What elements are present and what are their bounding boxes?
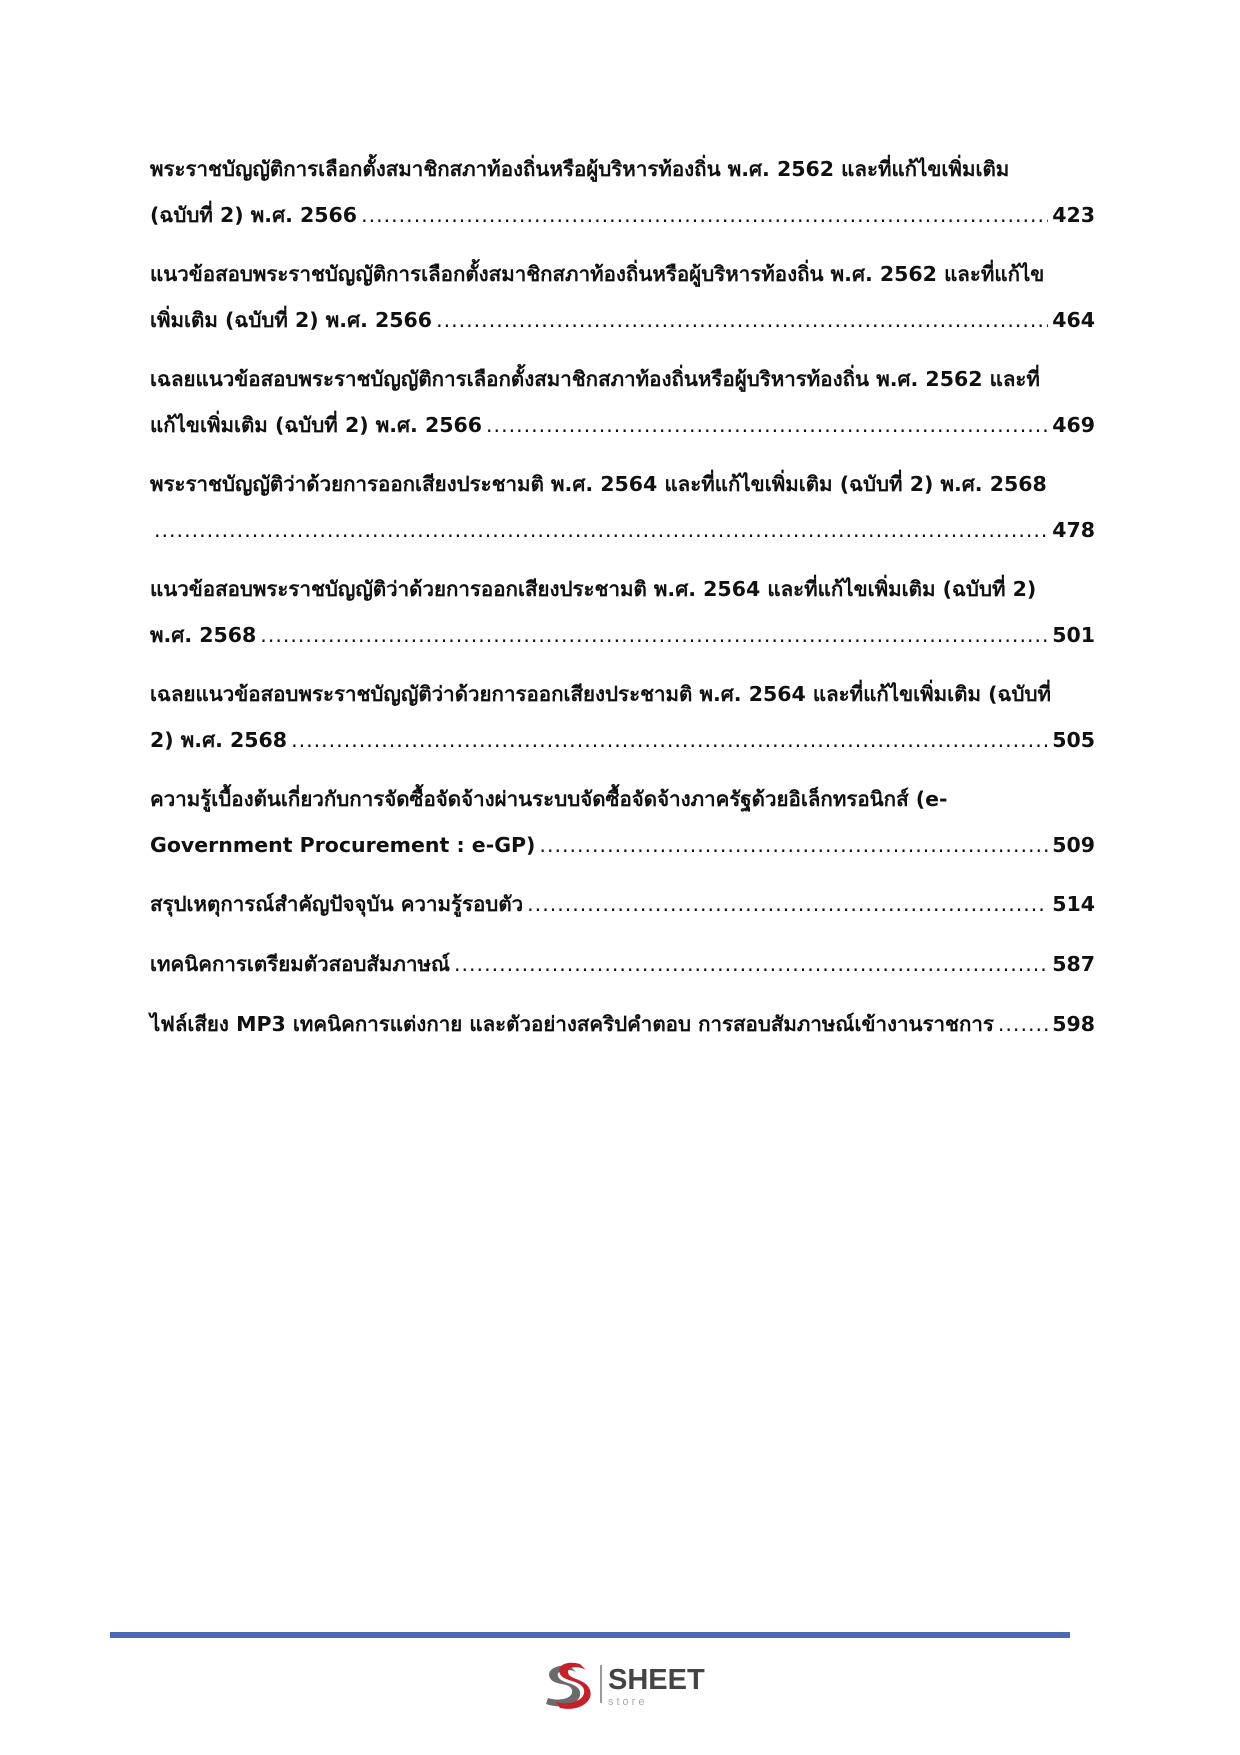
toc-page-number: 505 — [1052, 728, 1095, 752]
toc-entry-title: แนวข้อสอบพระราชบัญญัติว่าด้วยการออกเสียงประชามติ พ.ศ. 2564 และที่แก้ไขเพิ่มเติม (ฉบับที่ 2) — [150, 577, 1037, 601]
toc-entry-line — [150, 192, 1095, 238]
toc-entry-line — [150, 822, 1095, 868]
toc-entry-title: พระราชบัญญัติว่าด้วยการออกเสียงประชามติ พ.ศ. 2564 และที่แก้ไขเพิ่มเติม (ฉบับที่ 2) พ.ศ. 2568 — [150, 472, 1047, 496]
toc-entry[interactable] — [150, 881, 1095, 927]
toc-entry[interactable] — [150, 776, 1095, 868]
dot-leader — [291, 717, 1048, 763]
toc-entry-title-cont: แก้ไขเพิ่มเติม (ฉบับที่ 2) พ.ศ. 2566 — [150, 413, 483, 437]
toc-entry[interactable] — [150, 566, 1095, 658]
dot-leader — [539, 822, 1048, 868]
toc-page-number: 514 — [1052, 892, 1095, 916]
toc-entry-title-cont: Government Procurement : e-GP) — [150, 833, 536, 857]
toc-entry-title-cont: 2) พ.ศ. 2568 — [150, 728, 288, 752]
toc-entry-title: ความรู้เบื้องต้นเกี่ยวกับการจัดซื้อจัดจ้างผ่านระบบจัดซื้อจัดจ้างภาครัฐด้วยอิเล็กทรอนิกส์ (e- — [150, 787, 948, 811]
toc-entry[interactable] — [150, 1001, 1095, 1047]
toc-entry-title: เฉลยแนวข้อสอบพระราชบัญญัติการเลือกตั้งสมาชิกสภาท้องถิ่นหรือผู้บริหารท้องถิ่น พ.ศ. 2562 และที่ — [150, 367, 1040, 391]
sheet-store-logo — [540, 1660, 710, 1710]
toc-page-number: 501 — [1052, 623, 1095, 647]
toc-entry[interactable] — [150, 461, 1095, 553]
toc-entry-title: แนวข้อสอบพระราชบัญญัติการเลือกตั้งสมาชิกสภาท้องถิ่นหรือผู้บริหารท้องถิ่น พ.ศ. 2562 และที่แก้ไข — [150, 262, 1045, 286]
dot-leader — [486, 402, 1048, 448]
toc-entry-title: พระราชบัญญัติการเลือกตั้งสมาชิกสภาท้องถิ่นหรือผู้บริหารท้องถิ่น พ.ศ. 2562 และที่แก้ไขเพิ่มเติม — [150, 157, 1010, 181]
toc-entry-title: สรุปเหตุการณ์สำคัญปัจจุบัน ความรู้รอบตัว — [150, 892, 524, 916]
toc-page-number: 478 — [1052, 518, 1095, 542]
toc-page-number: 587 — [1052, 952, 1095, 976]
dot-leader — [260, 612, 1048, 658]
footer-rule — [110, 1632, 1070, 1638]
toc-entry[interactable] — [150, 356, 1095, 448]
toc-entry[interactable] — [150, 671, 1095, 763]
sheet-store-logo-mark-icon — [540, 1660, 596, 1710]
toc-entry-line — [150, 612, 1095, 658]
toc-entry-line — [150, 717, 1095, 763]
toc-entry-line — [150, 1001, 1095, 1047]
toc-entry-line — [150, 881, 1095, 927]
toc-page-number: 469 — [1052, 413, 1095, 437]
toc-page-number: 598 — [1052, 1012, 1095, 1036]
toc-entry-title-cont: พ.ศ. 2568 — [150, 623, 257, 647]
dot-leader — [527, 881, 1048, 927]
toc-page-number: 509 — [1052, 833, 1095, 857]
brand-sub: store — [608, 1696, 648, 1708]
dot-leader — [998, 1001, 1048, 1047]
toc-entry[interactable] — [150, 146, 1095, 238]
toc-entry-title: เฉลยแนวข้อสอบพระราชบัญญัติว่าด้วยการออกเสียงประชามติ พ.ศ. 2564 และที่แก้ไขเพิ่มเติม (ฉบับที่ — [150, 682, 1052, 706]
toc-entry[interactable] — [150, 941, 1095, 987]
dot-leader — [436, 297, 1048, 343]
brand-word: SHEET — [608, 1664, 705, 1696]
dot-leader — [154, 507, 1048, 553]
toc-entry[interactable] — [150, 251, 1095, 343]
toc-entry-line — [150, 507, 1095, 553]
toc-entry-line — [150, 402, 1095, 448]
toc-entry-line — [150, 941, 1095, 987]
table-of-contents — [150, 146, 1095, 1061]
dot-leader — [454, 941, 1048, 987]
toc-entry-title-cont: เพิ่มเติม (ฉบับที่ 2) พ.ศ. 2566 — [150, 308, 433, 332]
toc-entry-title: เทคนิคการเตรียมตัวสอบสัมภาษณ์ — [150, 952, 450, 976]
toc-entry-title: ไฟล์เสียง MP3 เทคนิคการแต่งกาย และตัวอย่างสคริปคำตอบ การสอบสัมภาษณ์เข้างานราชการ — [150, 1012, 994, 1036]
toc-entry-title-cont: (ฉบับที่ 2) พ.ศ. 2566 — [150, 203, 358, 227]
toc-page-number: 464 — [1052, 308, 1095, 332]
dot-leader — [361, 192, 1048, 238]
toc-entry-line — [150, 297, 1095, 343]
toc-page-number: 423 — [1052, 203, 1095, 227]
logo-divider — [600, 1665, 602, 1703]
